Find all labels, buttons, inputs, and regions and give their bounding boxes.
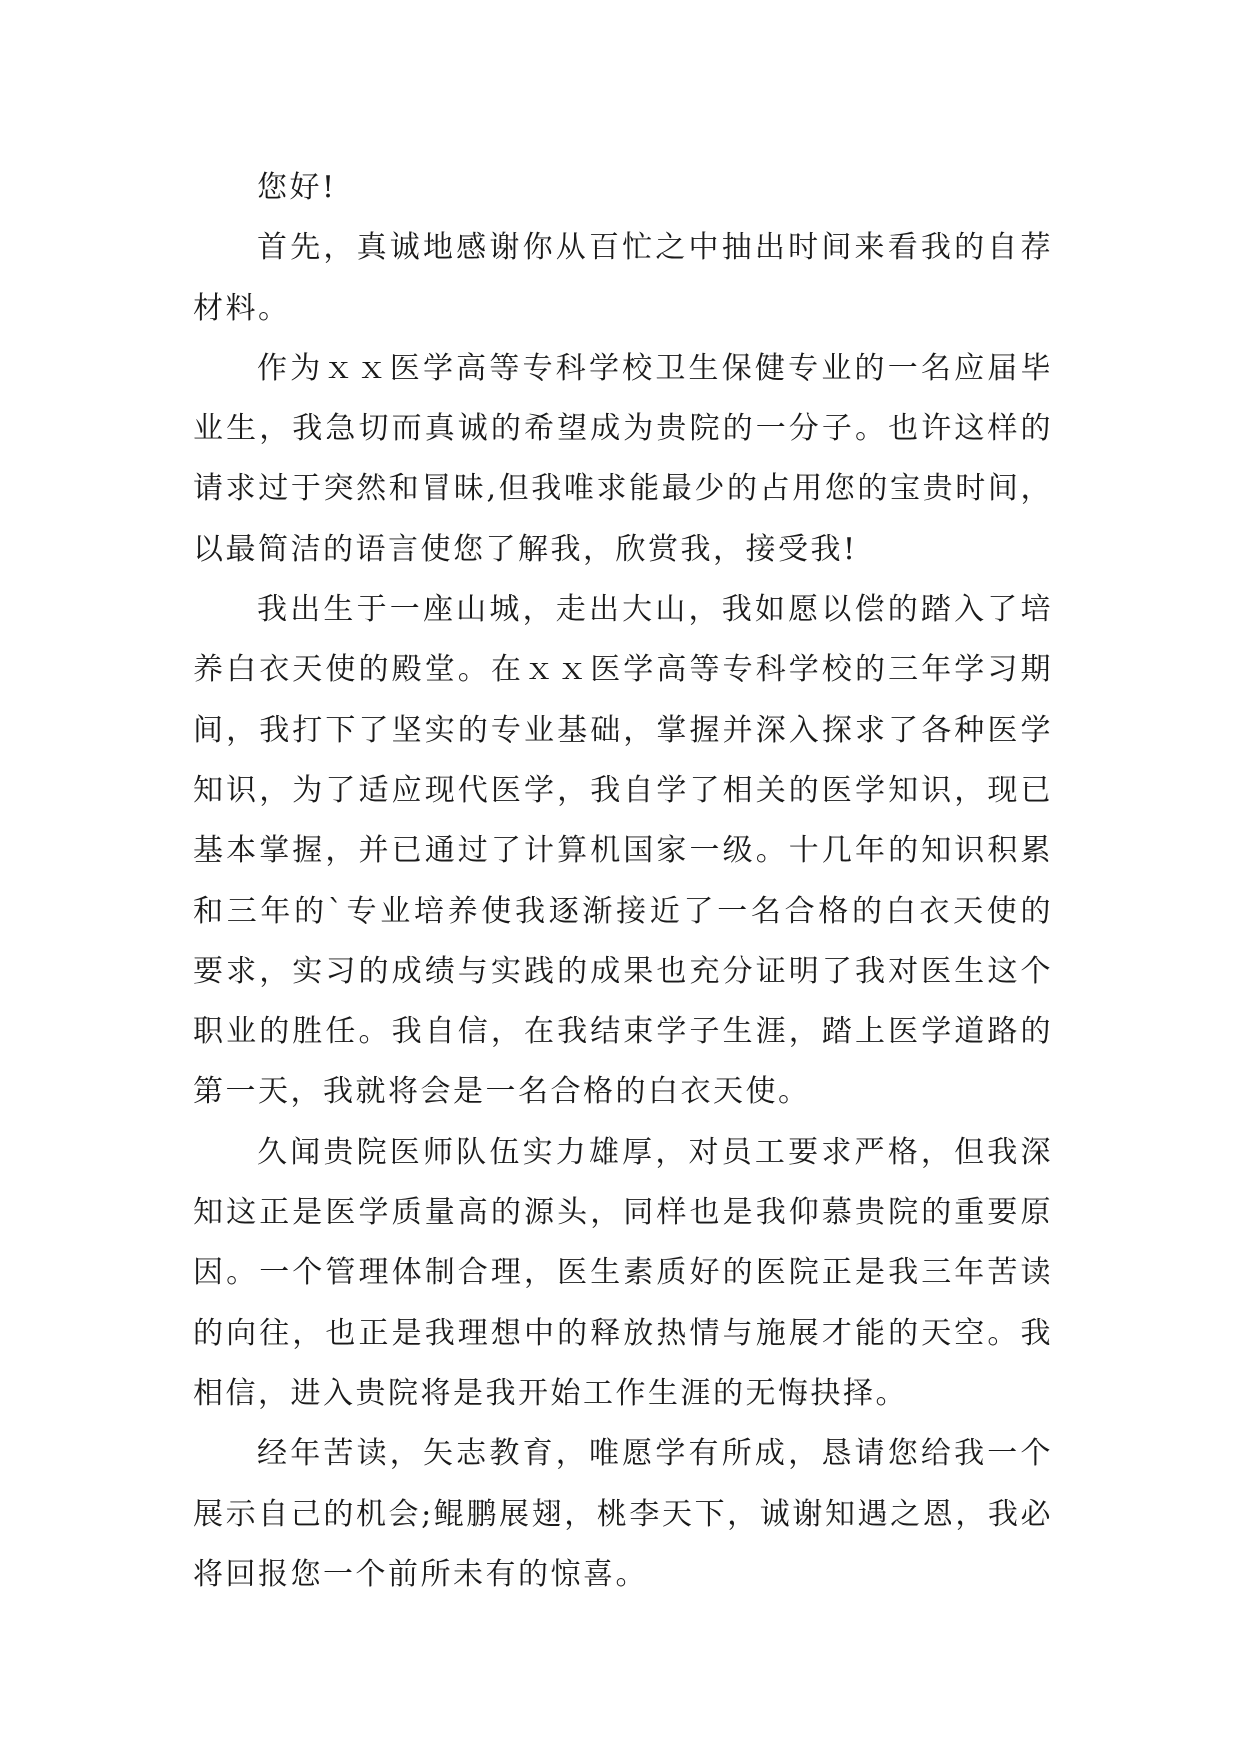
paragraph-thanks: 首先，真诚地感谢你从百忙之中抽出时间来看我的自荐材料。 xyxy=(193,230,1053,326)
paragraph-introduction: 作为ｘｘ医学高等专科学校卫生保健专业的一名应届毕业生，我急切而真诚的希望成为贵院的一分子。也许这样的请求过于突然和冒昧,但我唯求能最少的占用您的宝贵时间，以最简洁的语言使您了解我，欣赏我，接受我! xyxy=(193,350,1053,567)
greeting: 您好! xyxy=(257,170,337,205)
paragraph-background: 我出生于一座山城，走出大山，我如愿以偿的踏入了培养白衣天使的殿堂。在ｘｘ医学高等专科学校的三年学习期间，我打下了坚实的专业基础，掌握并深入探求了各种医学知识，为了适应现代医学，我自学了相关的医学知识，现已基本掌握，并已通过了计算机国家一级。十几年的知识积累和三年的`专业培养使我逐渐接近了一名合格的白衣天使的要求，实习的成绩与实践的成果也充分证明了我对医生这个职业的胜任。我自信，在我结束学子生涯，踏上医学道路的第一天，我就将会是一名合格的白衣天使。 xyxy=(193,592,1053,1110)
letter-body xyxy=(193,158,1053,1605)
paragraph-closing: 经年苦读，矢志教育，唯愿学有所成，恳请您给我一个展示自己的机会;鲲鹏展翅，桃李天下，诚谢知遇之恩，我必将回报您一个前所未有的惊喜。 xyxy=(193,1436,1053,1592)
paragraph-hospital: 久闻贵院医师队伍实力雄厚，对员工要求严格，但我深知这正是医学质量高的源头，同样也是我仰慕贵院的重要原因。一个管理体制合理，医生素质好的医院正是我三年苦读的向往，也正是我理想中的释放热情与施展才能的天空。我相信，进入贵院将是我开始工作生涯的无悔抉择。 xyxy=(193,1134,1053,1411)
